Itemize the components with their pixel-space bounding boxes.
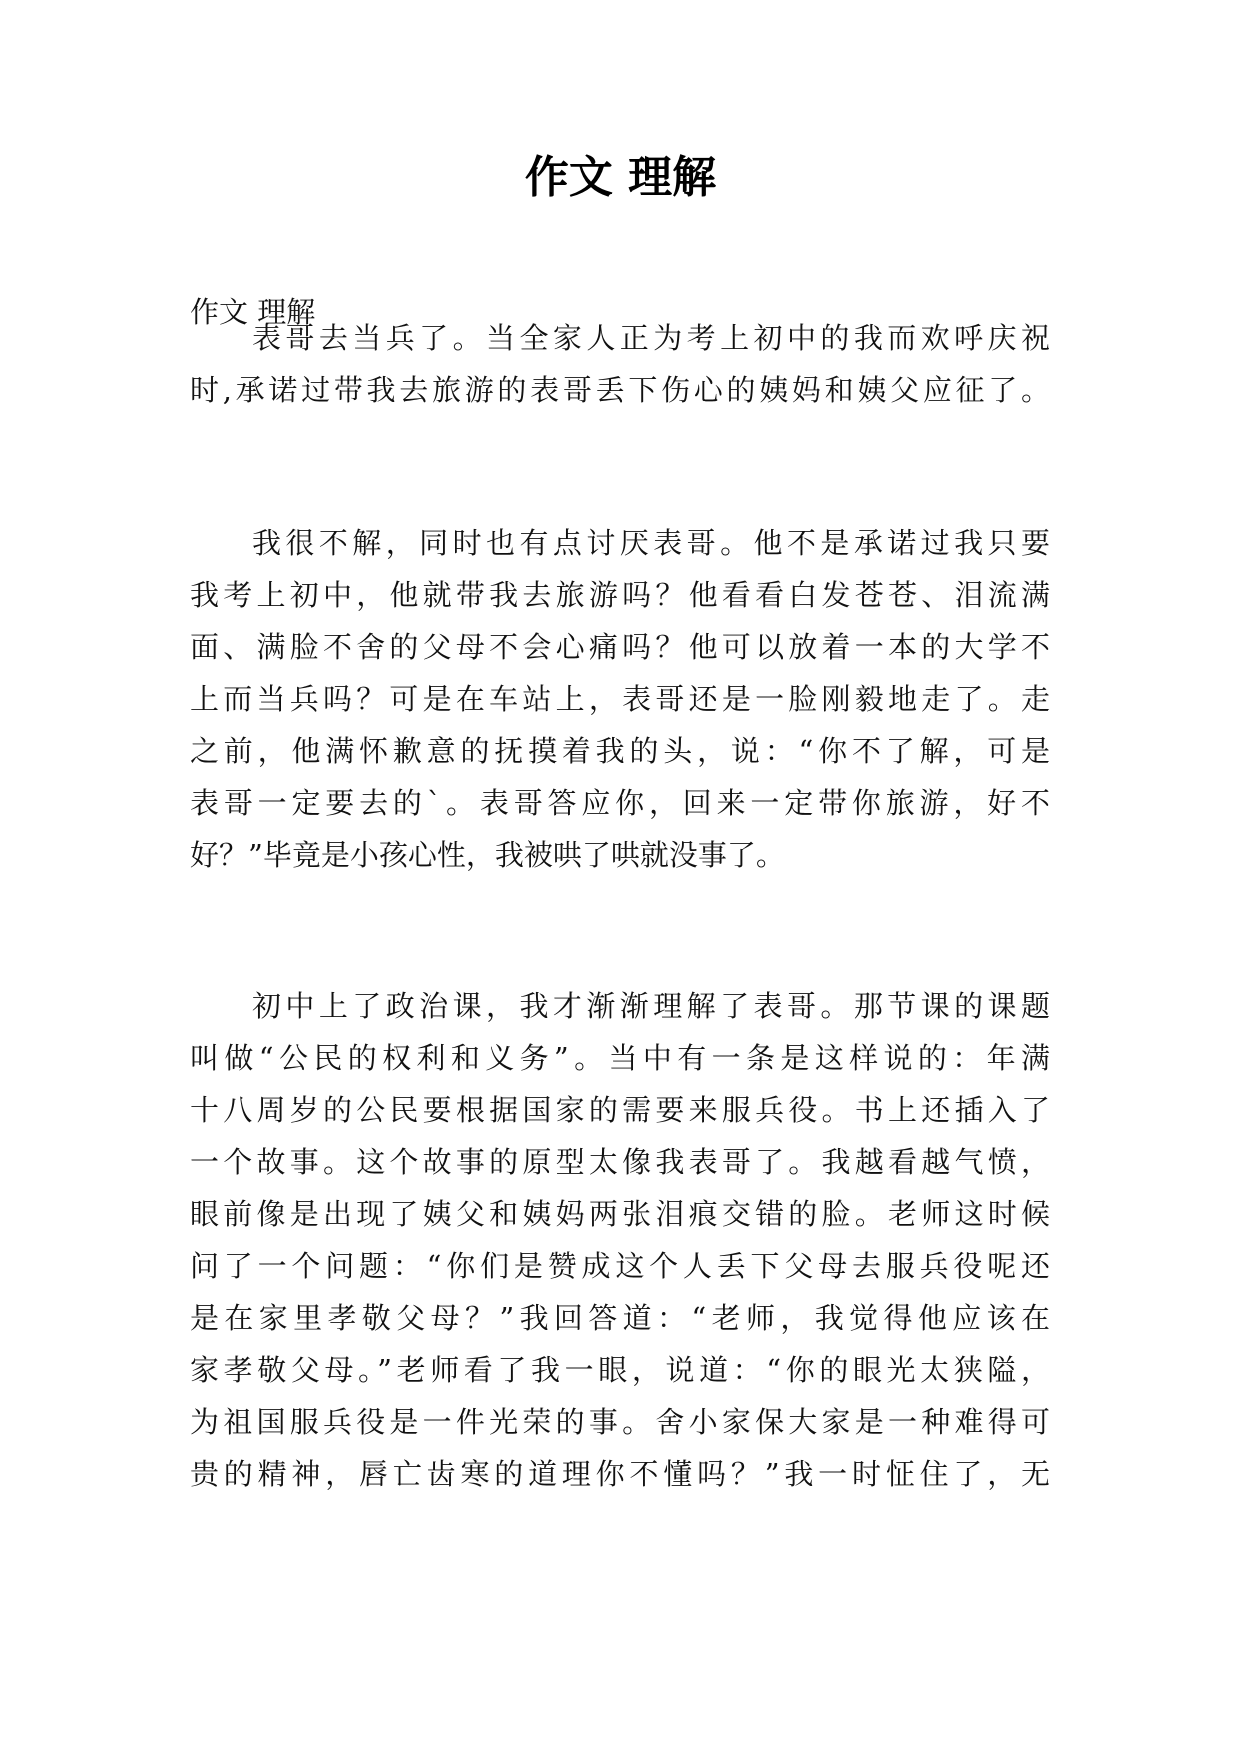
paragraph-line: 为祖国服兵役是一件光荣的事。舍小家保大家是一种难得可 [190, 1405, 1050, 1439]
paragraph-line: 一个故事。这个故事的原型太像我表哥了。我越看越气愤， [190, 1145, 1050, 1179]
paragraph-line: 眼前像是出现了姨父和姨妈两张泪痕交错的脸。老师这时候 [190, 1197, 1050, 1231]
paragraph-line: 之前，他满怀歉意的抚摸着我的头，说：“你不了解，可是 [190, 734, 1050, 768]
paragraph-line: 初中上了政治课，我才渐渐理解了表哥。那节课的课题 [252, 989, 1050, 1023]
paragraph-line: 贵的精神，唇亡齿寒的道理你不懂吗？”我一时怔住了，无 [190, 1457, 1050, 1491]
paragraph-line: 好？”毕竟是小孩心性，我被哄了哄就没事了。 [190, 838, 785, 872]
paragraph-line: 上而当兵吗？可是在车站上，表哥还是一脸刚毅地走了。走 [190, 682, 1050, 716]
document-title: 作文 理解 [524, 152, 717, 203]
paragraph-line: 我很不解，同时也有点讨厌表哥。他不是承诺过我只要 [252, 526, 1050, 560]
paragraph-line: 十八周岁的公民要根据国家的需要来服兵役。书上还插入了 [190, 1093, 1050, 1127]
paragraph-line: 面、满脸不舍的父母不会心痛吗？他可以放着一本的大学不 [190, 630, 1050, 664]
paragraph-line: 我考上初中，他就带我去旅游吗？他看看白发苍苍、泪流满 [190, 578, 1050, 612]
paragraph-line: 叫做“公民的权利和义务”。当中有一条是这样说的：年满 [190, 1041, 1050, 1075]
paragraph-line: 问了一个问题：“你们是赞成这个人丢下父母去服兵役呢还 [190, 1249, 1050, 1283]
paragraph-line: 是在家里孝敬父母？”我回答道：“老师，我觉得他应该在 [190, 1301, 1050, 1335]
document-subtitle: 作文 理解 [190, 295, 316, 329]
paragraph-line: 表哥去当兵了。当全家人正为考上初中的我而欢呼庆祝 [252, 321, 1050, 355]
paragraph-line: 家孝敬父母。”老师看了我一眼，说道：“你的眼光太狭隘， [190, 1353, 1050, 1387]
paragraph-line: 表哥一定要去的`。表哥答应你，回来一定带你旅游，好不 [190, 786, 1050, 820]
paragraph-line: 时,承诺过带我去旅游的表哥丢下伤心的姨妈和姨父应征了。 [190, 373, 1050, 407]
